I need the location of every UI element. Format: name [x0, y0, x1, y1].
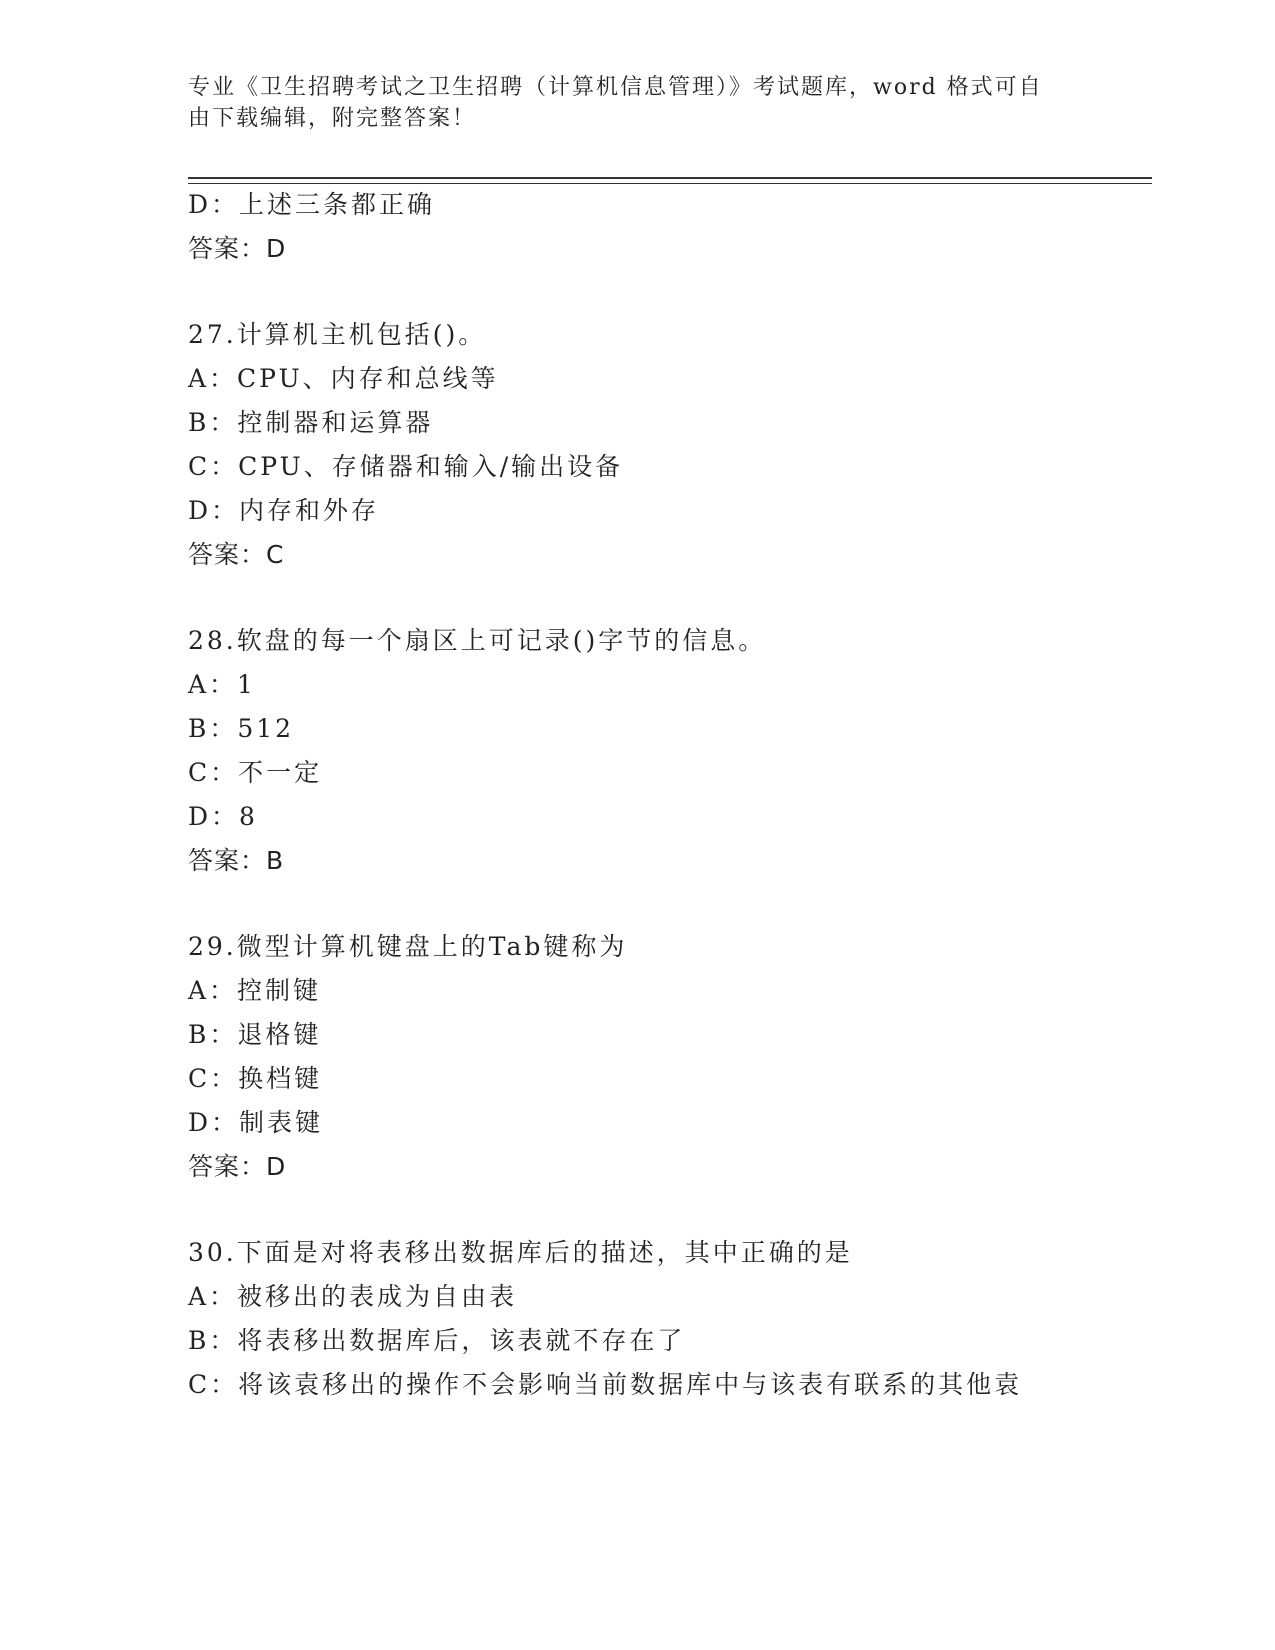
question-28-option-c: C：不一定	[188, 758, 323, 787]
question-29-option-b: B：退格键	[188, 1020, 322, 1049]
question-30-option-a: A：被移出的表成为自由表	[188, 1282, 518, 1311]
question-30-option-c: C：将该袁移出的操作不会影响当前数据库中与该表有联系的其他袁	[188, 1370, 1023, 1399]
header-line-1: 专业《卫生招聘考试之卫生招聘（计算机信息管理）》考试题库，word 格式可自	[188, 75, 1043, 100]
header-line-2: 由下载编辑，附完整答案！	[188, 106, 477, 131]
question-28-option-d: D：8	[188, 802, 258, 831]
question-28-option-a: A：1	[188, 670, 256, 699]
prev-option-d: D：上述三条都正确	[188, 190, 436, 219]
question-29-stem: 29.微型计算机键盘上的Tab键称为	[188, 932, 628, 961]
question-29-option-c: C：换档键	[188, 1064, 323, 1093]
header-divider-thick	[188, 177, 1152, 179]
question-27-option-c: C：CPU、存储器和输入/输出设备	[188, 452, 624, 481]
question-27-option-b: B：控制器和运算器	[188, 408, 434, 437]
question-29-option-d: D：制表键	[188, 1108, 324, 1137]
question-28-option-b: B：512	[188, 714, 295, 743]
question-29-answer: 答案：D	[188, 1152, 287, 1181]
question-27-answer: 答案：C	[188, 540, 285, 569]
question-30-stem: 30.下面是对将表移出数据库后的描述，其中正确的是	[188, 1238, 853, 1267]
question-27-option-d: D：内存和外存	[188, 496, 380, 525]
question-28-stem: 28.软盘的每一个扇区上可记录()字节的信息。	[188, 626, 767, 655]
prev-answer: 答案：D	[188, 234, 287, 263]
document-header	[188, 72, 1088, 134]
question-27-stem: 27.计算机主机包括()。	[188, 320, 487, 349]
question-29-option-a: A：控制键	[188, 976, 322, 1005]
question-27-option-a: A：CPU、内存和总线等	[188, 364, 499, 393]
question-30-option-b: B：将表移出数据库后，该表就不存在了	[188, 1326, 686, 1355]
question-28-answer: 答案：B	[188, 846, 285, 875]
header-divider-thin	[188, 183, 1152, 184]
